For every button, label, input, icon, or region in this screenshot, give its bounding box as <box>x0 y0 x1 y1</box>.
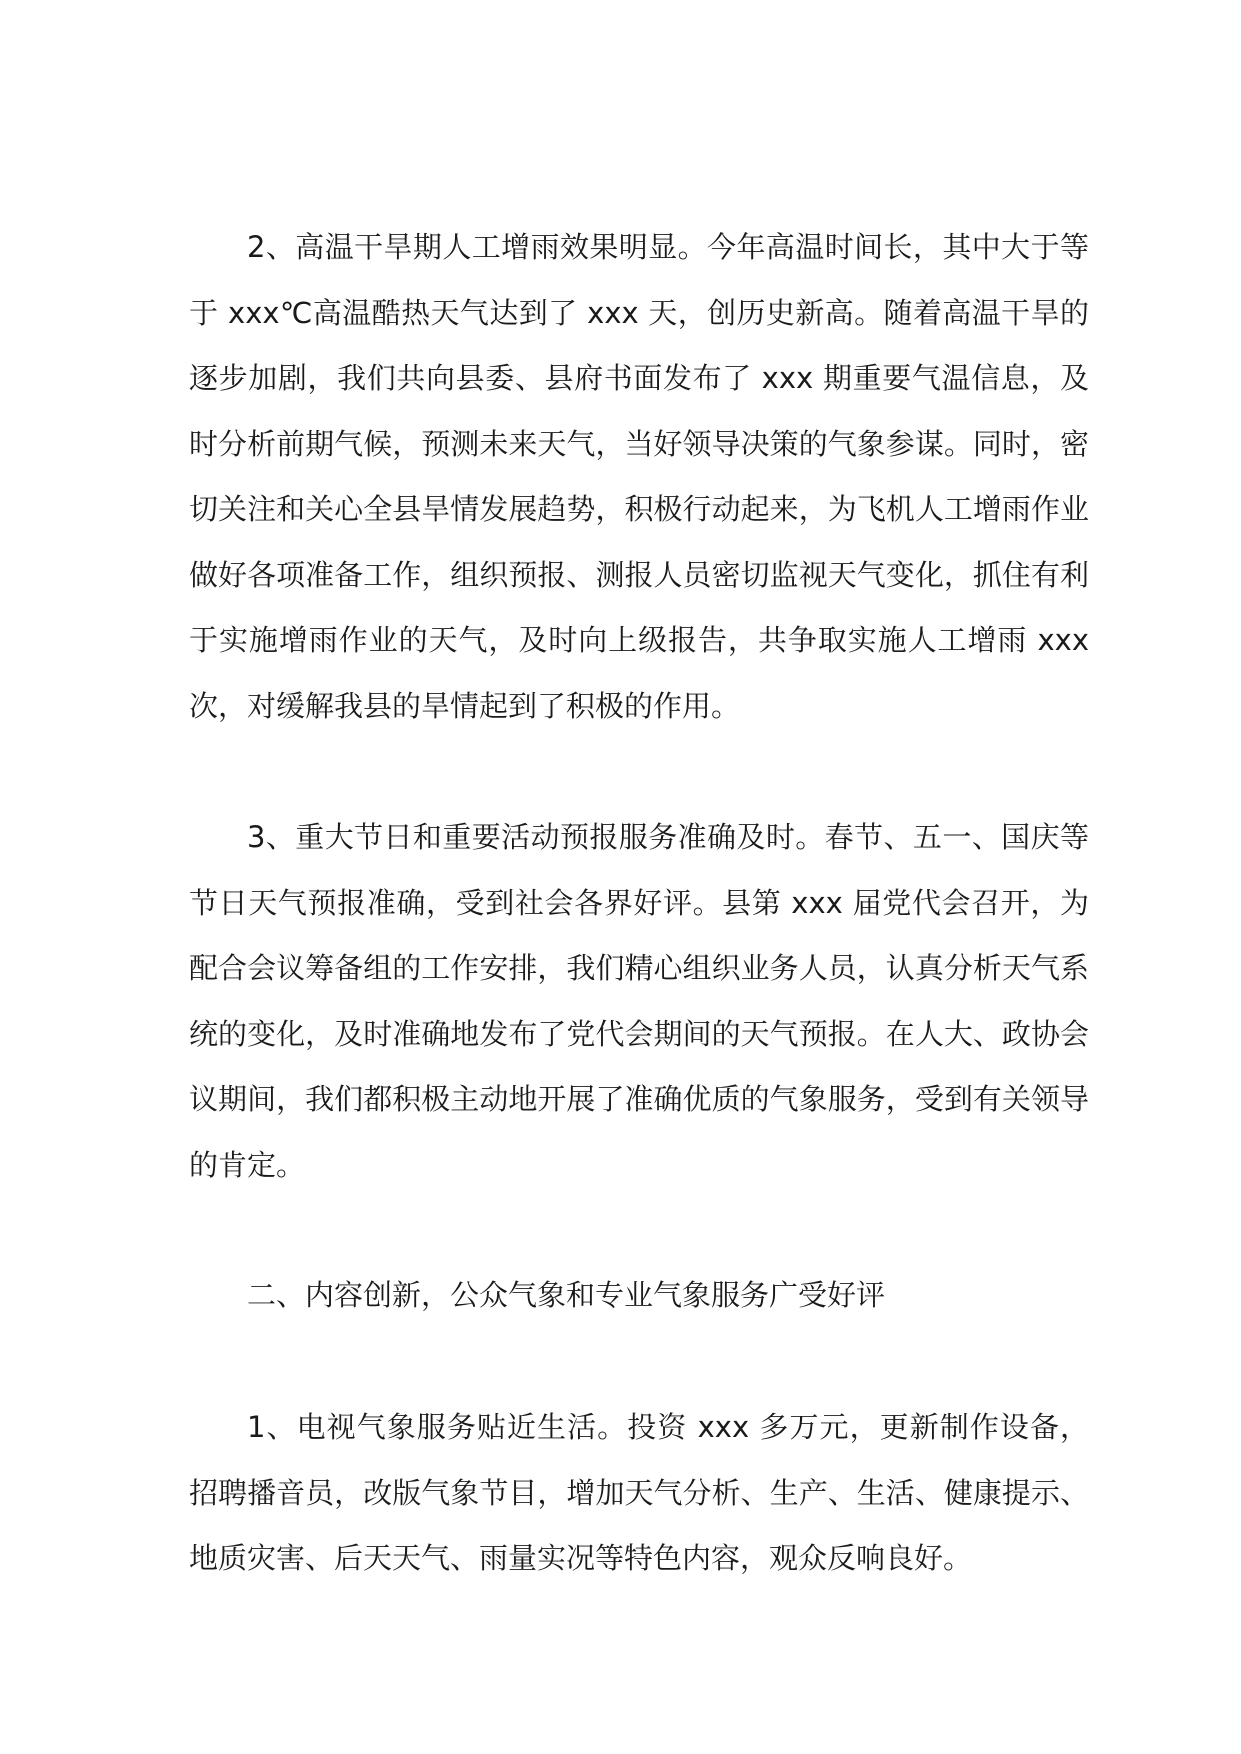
paragraph-rain-enhancement: 2、高温干旱期人工增雨效果明显。今年高温时间长，其中大于等于 xxx℃高温酷热天气达到了 xxx 天，创历史新高。随着高温干旱的逐步加剧，我们共向县委、县府书面发布了 xxx 期重要气温信息，及时分析前期气候，预测未来天气，当好领导决策的气象参谋。同时，密切关注和关心全县旱情发展趋势，积极行动起来，为飞机人工增雨作业做好各项准备工作，组织预报、测报人员密切监视天气变化，抓住有利于实施增雨作业的天气，及时向上级报告，共争取实施人工增雨 xxx 次，对缓解我县的旱情起到了积极的作用。 <box>189 230 1089 723</box>
paragraph-holiday-forecast: 3、重大节日和重要活动预报服务准确及时。春节、五一、国庆等节日天气预报准确，受到社会各界好评。县第 xxx 届党代会召开，为配合会议筹备组的工作安排，我们精心组织业务人员，认真分析天气系统的变化，及时准确地发布了党代会期间的天气预报。在人大、政协会议期间，我们都积极主动地开展了准确优质的气象服务，受到有关领导的肯定。 <box>189 820 1089 1182</box>
paragraph-tv-weather: 1、电视气象服务贴近生活。投资 xxx 多万元，更新制作设备，招聘播音员，改版气象节目，增加天气分析、生产、生活、健康提示、地质灾害、后天天气、雨量实况等特色内容，观众反响良好。 <box>189 1410 1089 1575</box>
section-heading: 二、内容创新，公众气象和专业气象服务广受好评 <box>247 1278 886 1312</box>
